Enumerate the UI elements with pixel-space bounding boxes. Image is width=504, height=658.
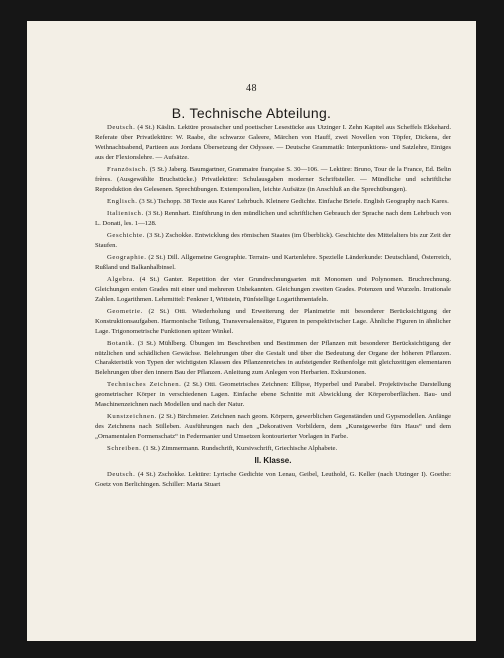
teacher-info: (4 St.) Käslin. bbox=[137, 124, 176, 131]
subject-description: 38 Texte aus Kares' Lehrbuch. Kleinere Gedichte. Einfache Briefe. English Geography nach Kares. bbox=[183, 197, 449, 205]
subject-name: Deutsch. bbox=[107, 124, 136, 131]
class-ii-sections bbox=[95, 470, 451, 490]
subject-name: Englisch. bbox=[107, 197, 138, 205]
subject-name: Französisch. bbox=[107, 165, 148, 173]
document-body bbox=[95, 123, 451, 492]
subject-paragraph bbox=[95, 444, 451, 454]
subject-description: Baumgartner, Grammaire française S. 30—106. — Lektüre: Bruno, Tour de la France, Ed. Belin frères. (Ausgewählte Bruchstücke.) Privatlektüre: Schulausgaben moderner Schriftsteller. — Mündliche und schriftliche Reproduktion des Gelesenen. Sprechübungen. Extemporalien, leichte Aufsätze (in Anschluß an die Sprechübungen). bbox=[95, 165, 452, 193]
subject-paragraph bbox=[95, 412, 451, 442]
subject-name: Italienisch. bbox=[107, 209, 144, 217]
subject-paragraph bbox=[95, 380, 451, 410]
subject-description: Lektüre prosaischer und poetischer Lesestücke aus Utzinger I. Zehn Kapitel aus Scheffels Ekkehard. Referate über Privatlektüre: W. Raabe, die schwarze Galeere, Märchen von Hauff, zwei Novellen von Töpfer, Dickens, der Weihnachtsabend, Partieen aus Jordans Übersetzung der Odyssee. — Deutsche Grammatik: Interpunktions- und Satzlehre, Einiges aus der Flexionslehre. — Aufsätze. bbox=[95, 124, 452, 161]
page-number: 48 bbox=[246, 83, 257, 94]
subject-name: Geschichte. bbox=[107, 231, 145, 239]
teacher-info: (2 St.) Dill. bbox=[148, 253, 180, 261]
teacher-info: (2 St.) Birchmeier. bbox=[158, 413, 209, 421]
subject-description: Entwicklung des römischen Staates (im Überblick). Geschichte des Mittelalters bis zur Zeit der Staufen. bbox=[95, 231, 452, 249]
teacher-info: (1 St.) Zimmermann. bbox=[143, 445, 200, 453]
subject-paragraph bbox=[95, 307, 451, 337]
class-i-sections bbox=[95, 123, 451, 454]
document-page bbox=[27, 21, 476, 641]
subject-description: Geometrisches Zeichnen: Ellipse, Hyperbel und Parabel. Projektivische Darstellung geometrischer Körper in verschiedenen Lagen. Einfache ebene Schnitte mit Abwicklung der Körperoberflächen. Bau- und Maschinenzeichnen nach Modellen und nach der Natur. bbox=[95, 381, 452, 409]
subject-name: Schreiben. bbox=[107, 445, 142, 453]
teacher-info: (4 St.) Zschokke. bbox=[137, 471, 186, 479]
subject-description: Rundschrift, Kursivschrift, Griechische Alphabete. bbox=[201, 445, 338, 453]
teacher-info: (5 St.) Jaberg. bbox=[149, 165, 188, 173]
subject-name: Algebra. bbox=[107, 275, 136, 283]
subject-paragraph bbox=[95, 470, 451, 490]
class-subheading: II. Klasse. bbox=[254, 456, 292, 466]
teacher-info: (2 St.) Otti. bbox=[148, 307, 187, 315]
subject-name: Kunstzeichnen. bbox=[107, 413, 157, 421]
subject-paragraph bbox=[95, 197, 451, 207]
teacher-info: (3 St.) Zschokke. bbox=[146, 231, 194, 239]
subject-name: Geometrie. bbox=[107, 307, 143, 315]
subject-paragraph bbox=[95, 231, 451, 251]
subject-name: Technisches Zeichnen. bbox=[107, 381, 182, 389]
section-heading: B. Technische Abteilung. bbox=[171, 105, 332, 121]
subject-description: Repetition der vier Grundrechnungsarten mit Monomen und Polynomen. Bruchrechnung. Gleichungen ersten Grades mit einer und mehreren Unbekannten. Gleichungen zweiten Grades. Potenzen und Wurzeln. Irrationale Zahlen. Logarithmen. Lehrmittel: Fenkner I, Wittstein, Fünfstellige Logarithmentafeln. bbox=[95, 275, 452, 303]
subject-name: Botanik. bbox=[107, 339, 135, 347]
subject-description: Wiederholung und Erweiterung der Planimetrie mit besonderer Berücksichtigung der Konstruktionsaufgaben. Harmonische Teilung, Transversalensätze, Figuren in perspektivischer Lage. Ähnliche Figuren in ähnlicher Lage. Trigonometrische Funktionen spitzer Winkel. bbox=[95, 307, 451, 335]
teacher-info: (4 St.) Ganter. bbox=[139, 275, 184, 283]
teacher-info: (3 St.) Rennhart. bbox=[145, 209, 191, 217]
subject-name: Geographie. bbox=[107, 253, 147, 261]
subject-name: Deutsch. bbox=[107, 471, 136, 479]
subject-paragraph bbox=[95, 339, 451, 379]
subject-description: Allgemeine Geographie. Terrain- und Kartenlehre. Spezielle Länderkunde: Deutschland, Österreich, Rußland und Balkanhalbinsel. bbox=[95, 253, 451, 271]
subject-description: Lektüre: Lyrische Gedichte von Lenau, Geibel, Leuthold, G. Keller (nach Utzinger I). Goethe: Goetz von Berlichingen. Schiller: Maria Stuart bbox=[95, 471, 452, 489]
subject-description: Zeichnen nach geom. Körpern, gewerblichen Gegenständen und Gypsmodellen. Anfänge des Zeichnens nach Stilleben. Ausführungen nach den „Dekorativen Vorbildern, dem „Kunstgewerbe fürs Haus“ und dem „Ornamentalen Formenschatz“ in Federmanier und Umsetzen kontourierter Vorlagen in Farbe. bbox=[95, 413, 451, 441]
subject-paragraph bbox=[95, 209, 451, 229]
teacher-info: (2 St.) Otti. bbox=[184, 381, 217, 389]
subject-paragraph bbox=[95, 253, 451, 273]
subject-paragraph bbox=[95, 123, 451, 163]
teacher-info: (3 St.) Mühlberg. bbox=[137, 339, 187, 347]
subject-description: Einführung in den mündlichen und schriftlichen Gebrauch der Sprache nach dem Lehrbuch von L. Donati, les. 1—128. bbox=[95, 209, 452, 227]
subject-paragraph bbox=[95, 165, 451, 195]
subject-description: Übungen im Beschreiben und Bestimmen der Pflanzen mit besonderer Berücksichtigung der nützlichen und schädlichen Gewächse. Belehrungen über die Gestalt und über die Bedeutung der Organe der höheren Pflanzen. Charakteristik von Typen der wichtigsten Klassen des Pflanzenreiches in aufsteigender Reihenfolge mit gleichzeitigen elementaren Belehrungen über den innern Bau der Pflanzen. Anleitung zum Anlegen von Herbarien. Exkursionen. bbox=[95, 339, 452, 377]
teacher-info: (3 St.) Tschopp. bbox=[139, 197, 182, 205]
subject-paragraph bbox=[95, 275, 451, 305]
